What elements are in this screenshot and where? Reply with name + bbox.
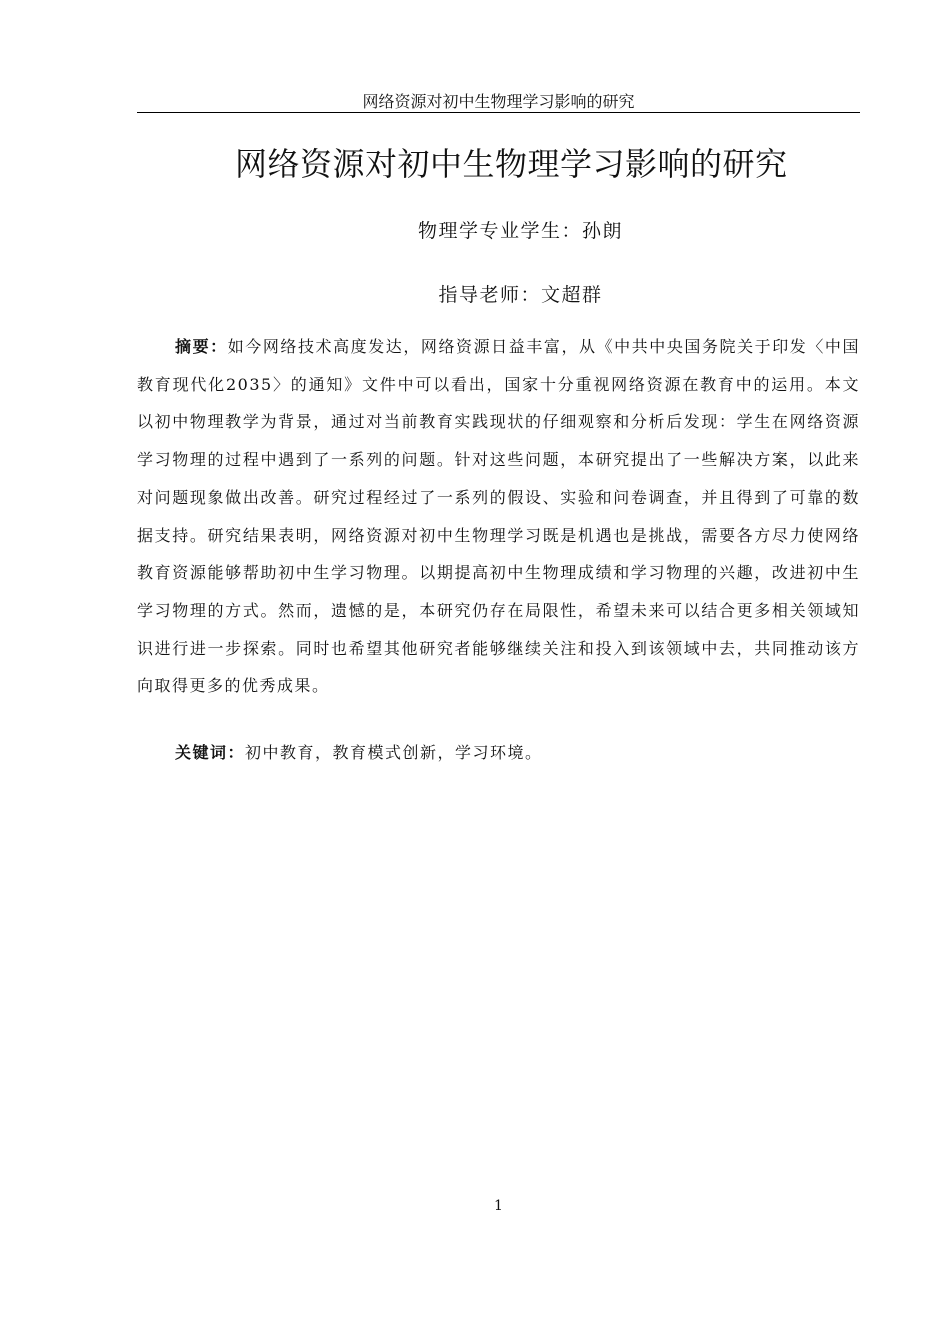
keywords-label: 关键词： <box>175 743 246 762</box>
header-divider <box>137 112 860 113</box>
running-header: 网络资源对初中生物理学习影响的研究 <box>362 92 635 111</box>
abstract-text: 如今网络技术高度发达，网络资源日益丰富，从《中共中央国务院关于印发〈中国教育现代化2035〉的通知》文件中可以看出，国家十分重视网络资源在教育中的运用。本文以初中物理教学为背景，通过对当前教育实践现状的仔细观察和分析后发现：学生在网络资源学习物理的过程中遇到了一系列的问题。针对这些问题，本研究提出了一些解决方案，以此来对问题现象做出改善。研究过程经过了一系列的假设、实验和问卷调查，并且得到了可靠的数据支持。研究结果表明，网络资源对初中生物理学习既是机遇也是挑战，需要各方尽力使网络教育资源能够帮助初中生学习物理。以期提高初中生物理成绩和学习物理的兴趣，改进初中生学习物理的方式。然而，遗憾的是，本研究仍存在局限性，希望未来可以结合更多相关领域知识进行进一步探索。同时也希望其他研究者能够继续关注和投入到该领域中去，共同推动该方向取得更多的优秀成果。 <box>137 337 860 696</box>
author-line: 物理学专业学生：孙朗 <box>417 220 623 242</box>
abstract-paragraph <box>137 328 860 705</box>
keywords-paragraph <box>137 734 860 771</box>
advisor-line: 指导老师：文超群 <box>438 284 603 306</box>
abstract-label: 摘要： <box>175 337 228 356</box>
page-number: 1 <box>494 1198 503 1214</box>
keywords-text: 初中教育，教育模式创新，学习环境。 <box>245 743 543 762</box>
document-title: 网络资源对初中生物理学习影响的研究 <box>235 145 788 183</box>
